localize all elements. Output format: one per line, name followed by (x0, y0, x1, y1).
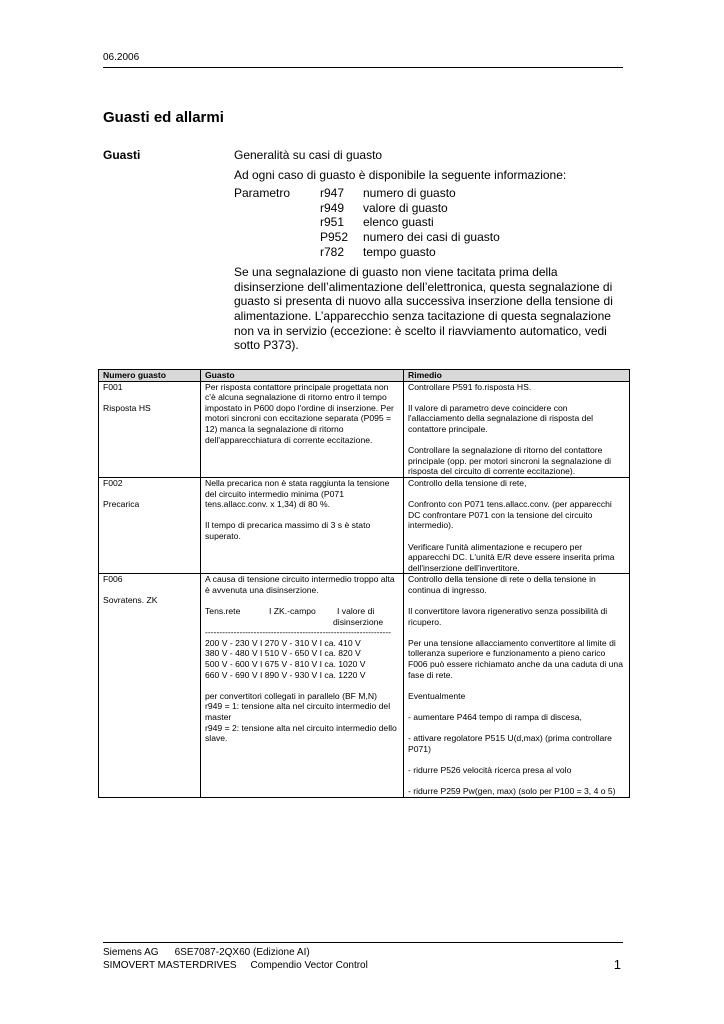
column-header: Rimedio (404, 370, 630, 382)
param-desc: valore di guasto (363, 200, 448, 215)
param-desc: numero dei casi di guasto (363, 229, 500, 244)
fault-code: F001 (103, 381, 123, 392)
footer-line-1 (103, 947, 310, 958)
intro-text: Ad ogni caso di guasto è disponibile la seguente informazione: (234, 167, 567, 182)
remedy-cell: Controllo della tensione di rete o della tensione in continua di ingresso. Il convertitore lavora rigenerativo senza possibilità di ricupero. Per una tensione allacciamento convertitore al limite di tolleranza superiore e funzionamento a pieno carico F006 può essere richiamato anche da una caduta di una fase di rete. Eventualmente - aumentare P464 tempo di rampa di discesa, - attivare regolatore P515 U(d,max) (prima controllare P071) - ridurre P526 velocità ricerca presa al volo - ridurre P259 Pw(gen, max) (solo per P100 = 3, 4 o 5) (404, 574, 630, 797)
fault-number-cell (99, 574, 201, 797)
fault-code: F006 (103, 574, 123, 585)
fault-number-cell (99, 477, 201, 573)
param-code: r951 (320, 215, 345, 230)
fault-name: Sovratens. ZK (103, 595, 158, 606)
voltage-table-head: Tens.rete I ZK.-campo I valore di (205, 606, 375, 617)
table-row (99, 381, 630, 477)
param-code: r947 (320, 186, 345, 201)
param-desc: tempo guasto (363, 244, 436, 259)
voltage-row: 200 V - 230 V I 270 V - 310 V I ca. 410 V (205, 637, 361, 648)
param-desc: elenco guasti (363, 215, 434, 230)
page-title: Guasti ed allarmi (103, 109, 224, 126)
footer-product: SIMOVERT MASTERDRIVES (103, 960, 237, 971)
voltage-row: 500 V - 600 V I 675 V - 810 V I ca. 1020 V (205, 659, 366, 670)
section-intro (234, 148, 624, 353)
voltage-row: 660 V - 690 V I 890 V - 930 V I ca. 1220 V (205, 669, 366, 680)
remedy-cell: Controllo della tensione di rete, Confronto con P071 tens.allacc.conv. (per apparecchi DC confrontare P071 con la tensione del circuito intermedio). Verificare l'unità alimentazione e recupero per apparecchi DC. L'unità E/R deve essere inserita prima dell'inserzione dell'invertitore. (404, 477, 630, 573)
footer-company: Siemens AG (103, 947, 159, 958)
footer-line-2 (103, 960, 368, 971)
footer-doc-title: Compendio Vector Control (250, 960, 368, 971)
intro-paragraph: Se una segnalazione di guasto non viene tacitata prima della disinserzione dell’alimentazione dell’elettronica, questa segnalazione di guasto si presenta di nuovo alla successiva inserzione della tensione di alimentazione. L’apparecchio senza tacitazione di questa segnalazione non va in servizio (eccezione: è scelto il riavviamento automatico, vedi sotto P373). (234, 265, 613, 353)
fault-name: Precarica (103, 499, 140, 510)
fault-code: F002 (103, 477, 123, 488)
param-desc: numero di guasto (363, 186, 456, 201)
fault-number-cell (99, 381, 201, 477)
fault-table (98, 369, 630, 798)
section-label: Guasti (103, 148, 141, 162)
fault-name: Risposta HS (103, 402, 151, 413)
param-code: P952 (320, 229, 349, 244)
params-label: Parametro (234, 186, 291, 201)
section-heading: Generalità su casi di guasto (234, 148, 383, 162)
header-date: 06.2006 (103, 52, 140, 63)
footer-rule (103, 942, 623, 943)
voltage-table-rule: ----------------------------------------------------------------- (205, 627, 392, 638)
parameter-list (234, 186, 624, 259)
remedy-cell: Controllare P591 fo.risposta HS. Il valore di parametro deve coincidere con l'allacciamento della segnalazione di risposta del contattore principale. Controllare la segnalazione di ritorno del contattore principale (opp. per motori sincroni la segnalazione di risposta del circuito di corrente eccitazione). (404, 381, 630, 477)
param-code: r949 (320, 200, 345, 215)
voltage-row: 380 V - 480 V I 510 V - 650 V I ca. 820 V (205, 648, 361, 659)
header-rule (103, 67, 623, 68)
table-header-row (99, 370, 630, 382)
table-row (99, 477, 630, 573)
fault-description-cell: Per risposta contattore principale progettata non c'è alcuna segnalazione di ritorno entro il tempo impostato in P600 dopo l'ordine di inserzione. Per motori sincroni con eccitazione separata (P095 = 12) manca la segnalazione di ritorno dell'apparecchiatura di corrente eccitazione. (201, 381, 404, 477)
fault-description-cell: Nella precarica non è stata raggiunta la tensione del circuito intermedio minima (P071 tens.allacc.conv. x 1,34) di 80 %. Il tempo di precarica massimo di 3 s è stato superato. (201, 477, 404, 573)
param-code: r782 (320, 244, 345, 259)
footer-doc-id: 6SE7087-2QX60 (Edizione AI) (174, 947, 310, 958)
page-number: 1 (613, 957, 621, 972)
column-header: Guasto (201, 370, 404, 382)
column-header: Numero guasto (99, 370, 201, 382)
fault-description-cell: A causa di tensione circuito intermedio troppo alta è avvenuta una disinserzione. Tens.rete I ZK.-campo I valore di disinserzione ----------------------------------------------------------------- 200 V - 230 V I 270 V - 310 V I ca. 410 V 380 V - 480 V I 510 V - 650 V I ca. 820 V 500 V - 600 V I 675 V - 810 V I ca. 1020 V 660 V - 690 V I 890 V - 930 V I ca. 1220 V per convertitori collegati in parallelo (BF M,N) r949 = 1: tensione alta nel circuito intermedio del master r949 = 2: tensione alta nel circuito intermedio dello slave. (201, 574, 404, 797)
table-row (99, 574, 630, 797)
